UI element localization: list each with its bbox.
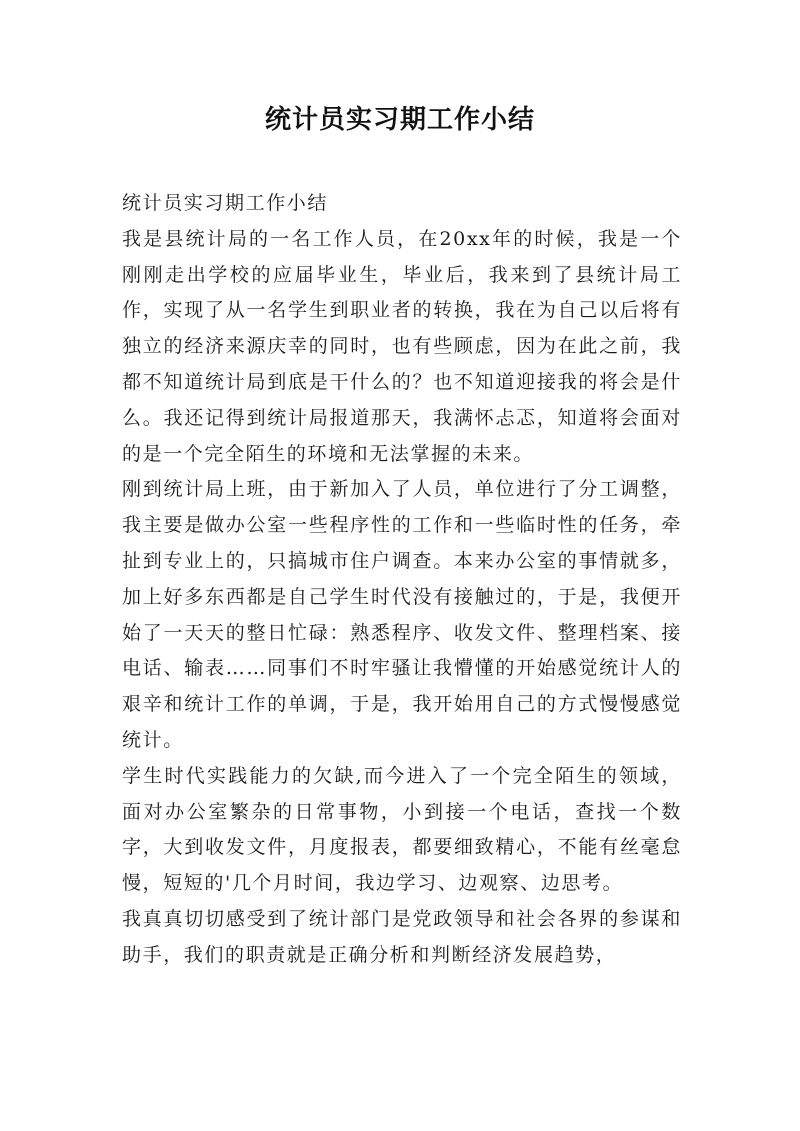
document-title: 统计员实习期工作小结 xyxy=(264,105,535,135)
document-body xyxy=(122,186,682,974)
paragraph: 学生时代实践能力的欠缺,而今进入了一个完全陌生的领域，面对办公室繁杂的日常事物，小到接一个电话，查找一个数字，大到收发文件，月度报表，都要细致精心，不能有丝毫怠慢，短短的'几个月时间，我边学习、边观察、边思考。 xyxy=(122,764,682,895)
paragraph-subtitle: 统计员实习期工作小结 xyxy=(122,192,329,214)
paragraph: 刚到统计局上班，由于新加入了人员，单位进行了分工调整，我主要是做办公室一些程序性的工作和一些临时性的任务，牵扯到专业上的，只搞城市住户调查。本来办公室的事情就多，加上好多东西都是自己学生时代没有接触过的，于是，我便开始了一天天的整日忙碌：熟悉程序、收发文件、整理档案、接电话、输表……同事们不时牢骚让我懵懂的开始感觉统计人的艰辛和统计工作的单调，于是，我开始用自己的方式慢慢感觉统计。 xyxy=(122,478,682,751)
paragraph: 我真真切切感受到了统计部门是党政领导和社会各界的参谋和助手，我们的职责就是正确分析和判断经济发展趋势， xyxy=(122,907,682,966)
paragraph: 我是县统计局的一名工作人员，在20xx年的时候，我是一个刚刚走出学校的应届毕业生，毕业后，我来到了县统计局工作，实现了从一名学生到职业者的转换，我在为自己以后将有独立的经济来源庆幸的同时，也有些顾虑，因为在此之前，我都不知道统计局到底是干什么的？也不知道迎接我的将会是什么。我还记得到统计局报道那天，我满怀忐忑，知道将会面对的是一个完全陌生的环境和无法掌握的未来。 xyxy=(122,227,682,465)
